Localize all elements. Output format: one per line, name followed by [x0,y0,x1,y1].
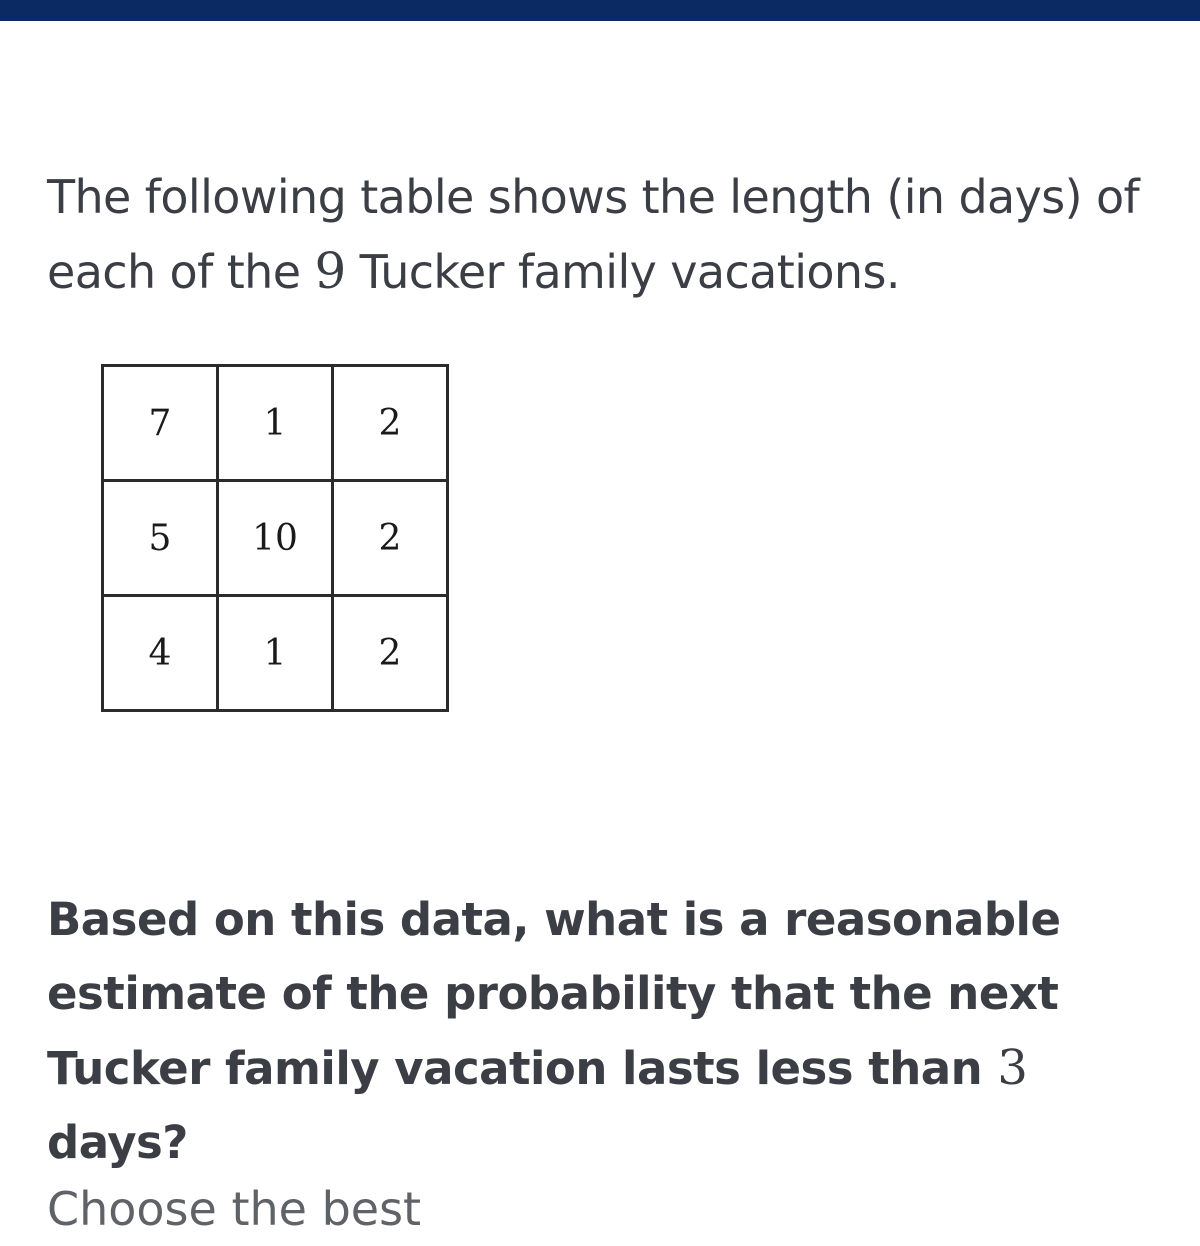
table-cell: 1 [218,596,333,711]
table-cell: 1 [218,366,333,481]
table-cell: 10 [218,481,333,596]
table-row [103,596,448,711]
table-cell: 2 [333,596,448,711]
table-row [103,366,448,481]
question-prompt [47,883,1167,1180]
intro-text-before: The following table shows the length (in days) of each of the [47,170,1140,299]
question-text-before: Based on this data, what is a reasonable estimate of the probability that the next Tucker family vacation lasts less than [47,893,1061,1095]
header-bar [0,0,1200,21]
table-cell: 2 [333,481,448,596]
vacation-lengths-table [101,364,449,712]
intro-text-after: Tucker family vacations. [345,245,900,299]
problem-intro [47,160,1167,309]
days-threshold: 3 [997,1040,1028,1096]
answer-instruction-partial: Choose the best [47,1182,422,1236]
vacation-lengths-table-wrap [101,364,449,712]
table-cell: 5 [103,481,218,596]
vacation-count: 9 [314,242,346,300]
table-cell: 7 [103,366,218,481]
table-row [103,481,448,596]
question-text-after: days? [47,1116,188,1169]
table-cell: 2 [333,366,448,481]
table-cell: 4 [103,596,218,711]
